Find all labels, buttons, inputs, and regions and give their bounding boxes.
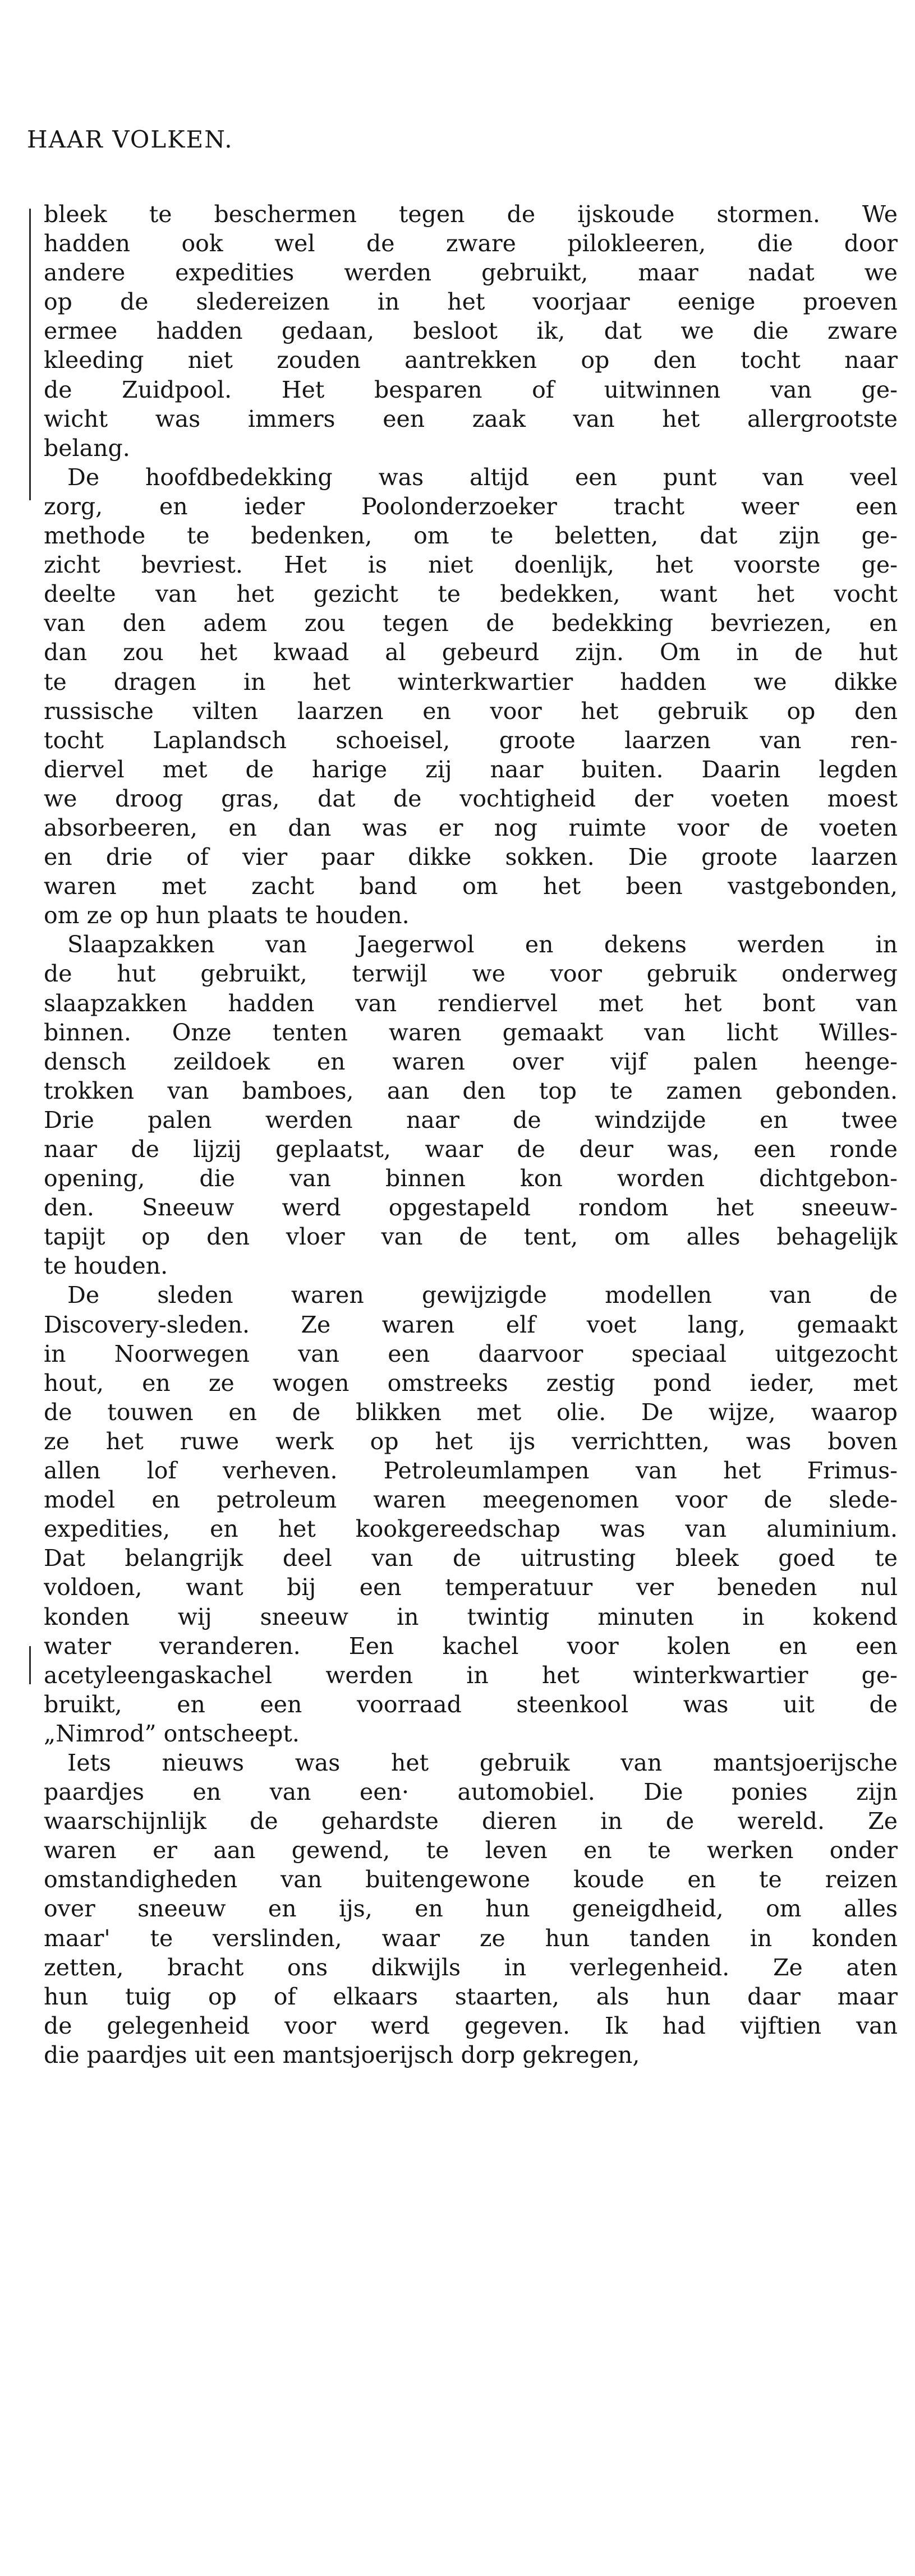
text-line: paardjes en van een· automobiel. Die ponies zijn <box>44 1778 898 1806</box>
text-line: bleek te beschermen tegen de ijskoude stormen. We <box>44 201 898 228</box>
text-line: kleeding niet zouden aantrekken op den tocht naar <box>44 347 898 374</box>
text-line: omstandigheden van buitengewone koude en te reizen <box>44 1866 898 1893</box>
text-line: van den adem zou tegen de bedekking bevriezen, en <box>44 610 898 637</box>
text-line: maar' te verslinden, waar ze hun tanden in konden <box>44 1924 898 1952</box>
text-line: de hut gebruikt, terwijl we voor gebruik onderweg <box>44 960 898 988</box>
text-line: densch zeildoek en waren over vijf palen heenge- <box>44 1048 898 1075</box>
text-line: die paardjes uit een mantsjoerijsch dorp gekregen, <box>44 2041 640 2068</box>
text-line: absorbeeren, en dan was er nog ruimte voor de voeten <box>44 814 898 841</box>
text-line: Drie palen werden naar de windzijde en twee <box>44 1106 898 1133</box>
text-line: waren er aan gewend, te leven en te werken onder <box>44 1837 898 1864</box>
text-line: de Zuidpool. Het besparen of uitwinnen van ge- <box>44 376 898 403</box>
text-line: we droog gras, dat de vochtigheid der voeten moest <box>44 785 898 812</box>
text-line: hout, en ze wogen omstreeks zestig pond ieder, met <box>44 1369 898 1397</box>
text-line: op de sledereizen in het voorjaar eenige proeven <box>44 288 898 316</box>
text-line: wicht was immers een zaak van het allergrootste <box>44 405 898 432</box>
text-line: de touwen en de blikken met olie. De wijze, waarop <box>44 1398 898 1426</box>
text-line: deelte van het gezicht te bedekken, want het vocht <box>44 580 898 608</box>
text-line: hun tuig op of elkaars staarten, als hun daar maar <box>44 1983 898 2010</box>
text-line: belang. <box>44 434 130 462</box>
text-line: ermee hadden gedaan, besloot ik, dat we die zware <box>44 317 898 345</box>
text-line: hadden ook wel de zware pilokleeren, die door <box>44 230 898 257</box>
text-line: andere expedities werden gebruikt, maar nadat we <box>44 259 898 287</box>
text-line: zetten, bracht ons dikwijls in verlegenheid. Ze aten <box>44 1953 898 1981</box>
text-line: waarschijnlijk de gehardste dieren in de wereld. Ze <box>44 1808 898 1835</box>
margin-rule <box>29 1646 31 1684</box>
text-line: voldoen, want bij een temperatuur ver beneden nul <box>44 1574 898 1601</box>
text-line: diervel met de harige zij naar buiten. Daarin legden <box>44 755 898 783</box>
text-line: tapijt op den vloer van de tent, om alles behagelijk <box>44 1223 898 1251</box>
text-line: acetyleengaskachel werden in het winterkwartier ge- <box>44 1661 898 1689</box>
text-line: bruikt, en een voorraad steenkool was uit de <box>44 1690 898 1718</box>
text-line: naar de lijzij geplaatst, waar de deur was, een ronde <box>44 1136 898 1163</box>
paragraph <box>44 1280 898 1748</box>
text-line: model en petroleum waren meegenomen voor de slede- <box>44 1486 898 1514</box>
margin-rule <box>29 209 31 500</box>
text-line: waren met zacht band om het been vastgebonden, <box>44 873 898 900</box>
text-line: tocht Laplandsch schoeisel, groote laarzen van ren- <box>44 726 898 754</box>
text-line: binnen. Onze tenten waren gemaakt van licht Willes- <box>44 1019 898 1046</box>
text-line: Slaapzakken van Jaegerwol en dekens werden in <box>67 931 898 958</box>
paragraph <box>44 930 898 1280</box>
text-line: den. Sneeuw werd opgestapeld rondom het sneeuw- <box>44 1194 898 1222</box>
body-text <box>44 200 898 2070</box>
text-line: Discovery-sleden. Ze waren elf voet lang, gemaakt <box>44 1311 898 1338</box>
paragraph <box>44 463 898 930</box>
text-line: water veranderen. Een kachel voor kolen en een <box>44 1632 898 1660</box>
text-line: russische vilten laarzen en voor het gebruik op den <box>44 697 898 725</box>
text-line: ze het ruwe werk op het ijs verrichtten, was boven <box>44 1427 898 1455</box>
text-line: dan zou het kwaad al gebeurd zijn. Om in de hut <box>44 639 898 666</box>
text-line: De sleden waren gewijzigde modellen van de <box>67 1282 898 1309</box>
text-line: om ze op hun plaats te houden. <box>44 902 410 929</box>
text-line: Iets nieuws was het gebruik van mantsjoerijsche <box>67 1749 898 1776</box>
text-line: zorg, en ieder Poolonderzoeker tracht weer een <box>44 492 898 520</box>
text-line: trokken van bamboes, aan den top te zamen gebonden. <box>44 1077 898 1104</box>
text-line: De hoofdbedekking was altijd een punt van veel <box>67 463 898 491</box>
text-line: Dat belangrijk deel van de uitrusting bleek goed te <box>44 1545 898 1572</box>
text-line: allen lof verheven. Petroleumlampen van het Frimus- <box>44 1457 898 1485</box>
text-line: en drie of vier paar dikke sokken. Die groote laarzen <box>44 844 898 871</box>
paragraph <box>44 200 898 463</box>
text-line: opening, die van binnen kon worden dichtgebon- <box>44 1165 898 1192</box>
running-head: HAAR VOLKEN. <box>27 126 233 153</box>
text-line: te dragen in het winterkwartier hadden we dikke <box>44 668 898 695</box>
text-line: slaapzakken hadden van rendiervel met het bont van <box>44 989 898 1017</box>
text-line: methode te bedenken, om te beletten, dat zijn ge- <box>44 522 898 550</box>
text-line: in Noorwegen van een daarvoor speciaal uitgezocht <box>44 1340 898 1367</box>
text-line: de gelegenheid voor werd gegeven. Ik had vijftien van <box>44 2012 898 2039</box>
text-line: konden wij sneeuw in twintig minuten in kokend <box>44 1603 898 1630</box>
text-line: expedities, en het kookgereedschap was van aluminium. <box>44 1515 898 1543</box>
paragraph <box>44 1748 898 2070</box>
text-line: te houden. <box>44 1252 168 1280</box>
text-line: zicht bevriest. Het is niet doenlijk, het voorste ge- <box>44 551 898 579</box>
text-line: „Nimrod” ontscheept. <box>44 1720 300 1747</box>
text-line: over sneeuw en ijs, en hun geneigdheid, om alles <box>44 1895 898 1923</box>
